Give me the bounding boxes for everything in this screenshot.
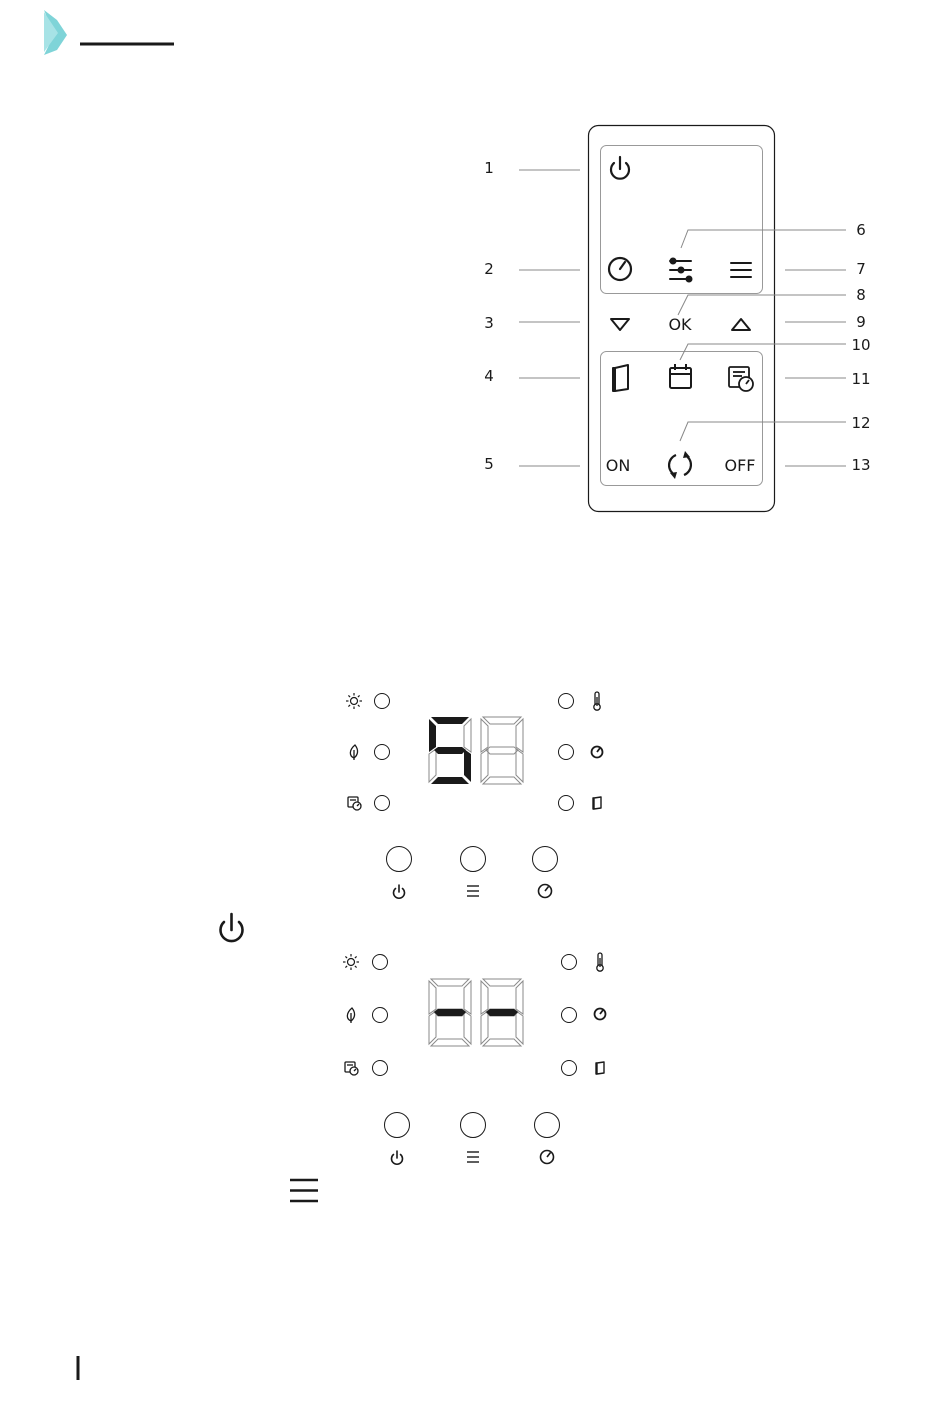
timer-icon [595,1009,606,1020]
touch-button-timer[interactable] [533,847,558,872]
touch-button-power[interactable] [387,847,412,872]
indicator-led [373,955,388,970]
ok-button[interactable]: OK [668,315,692,334]
digit-5 [429,717,471,784]
callout-6: 6 [856,221,866,239]
timer-icon [592,747,603,758]
sun-icon [346,693,362,709]
callout-2: 2 [484,260,494,278]
power-icon [221,914,243,941]
indicator-led [562,1008,577,1023]
menu-icon [290,1180,318,1201]
header-accent [44,10,174,55]
cycle-icon[interactable] [669,451,691,479]
door-icon[interactable] [613,365,628,391]
callout-7: 7 [856,260,866,278]
eco-leaf-icon [347,1008,354,1023]
callout-8: 8 [856,286,866,304]
indicator-led [559,694,574,709]
indicator-led [559,796,574,811]
eco-leaf-icon [350,745,357,760]
touch-button-power[interactable] [385,1113,410,1138]
off-button[interactable]: OFF [724,456,756,475]
remote-diagram [484,126,870,512]
digit-dash [481,979,523,1046]
indicator-led [562,955,577,970]
settings-sliders-icon[interactable] [670,259,692,282]
indicator-led [373,1008,388,1023]
callout-5: 5 [484,455,494,473]
schedule-timer-icon[interactable] [729,367,753,391]
down-arrow-icon[interactable] [611,319,629,330]
on-button[interactable]: ON [605,456,631,475]
menu-icon[interactable] [731,263,751,277]
indicator-led [375,796,390,811]
schedule-timer-icon [345,1062,358,1075]
control-panel-display-1 [346,692,603,898]
sun-icon [343,954,359,970]
indicator-led [375,745,390,760]
schedule-timer-icon [348,797,361,810]
digit-dash [429,979,471,1046]
thermometer-icon [594,692,600,710]
calendar-icon[interactable] [670,364,691,388]
callout-3: 3 [484,314,494,332]
timer-icon [539,885,552,898]
door-icon [596,1062,604,1074]
indicator-led [373,1061,388,1076]
callout-11: 11 [851,370,871,388]
door-icon [593,797,601,809]
callout-1: 1 [484,159,494,177]
power-icon [392,1151,403,1164]
indicator-led [562,1061,577,1076]
callout-13: 13 [851,456,871,474]
power-icon[interactable] [611,157,629,179]
timer-icon [541,1151,554,1164]
timer-icon[interactable] [609,258,631,280]
indicator-led [375,694,390,709]
callout-10: 10 [851,336,871,354]
touch-button-menu[interactable] [461,1113,486,1138]
power-icon [394,885,405,898]
menu-icon [467,1152,479,1162]
callout-9: 9 [856,313,866,331]
touch-button-menu[interactable] [461,847,486,872]
up-arrow-icon[interactable] [732,319,750,330]
control-panel-display-2 [343,953,606,1164]
touch-button-timer[interactable] [535,1113,560,1138]
thermometer-icon [597,953,603,971]
callout-4: 4 [484,367,494,385]
menu-icon [467,886,479,896]
digit-off [481,717,523,784]
indicator-led [559,745,574,760]
callout-12: 12 [851,414,871,432]
